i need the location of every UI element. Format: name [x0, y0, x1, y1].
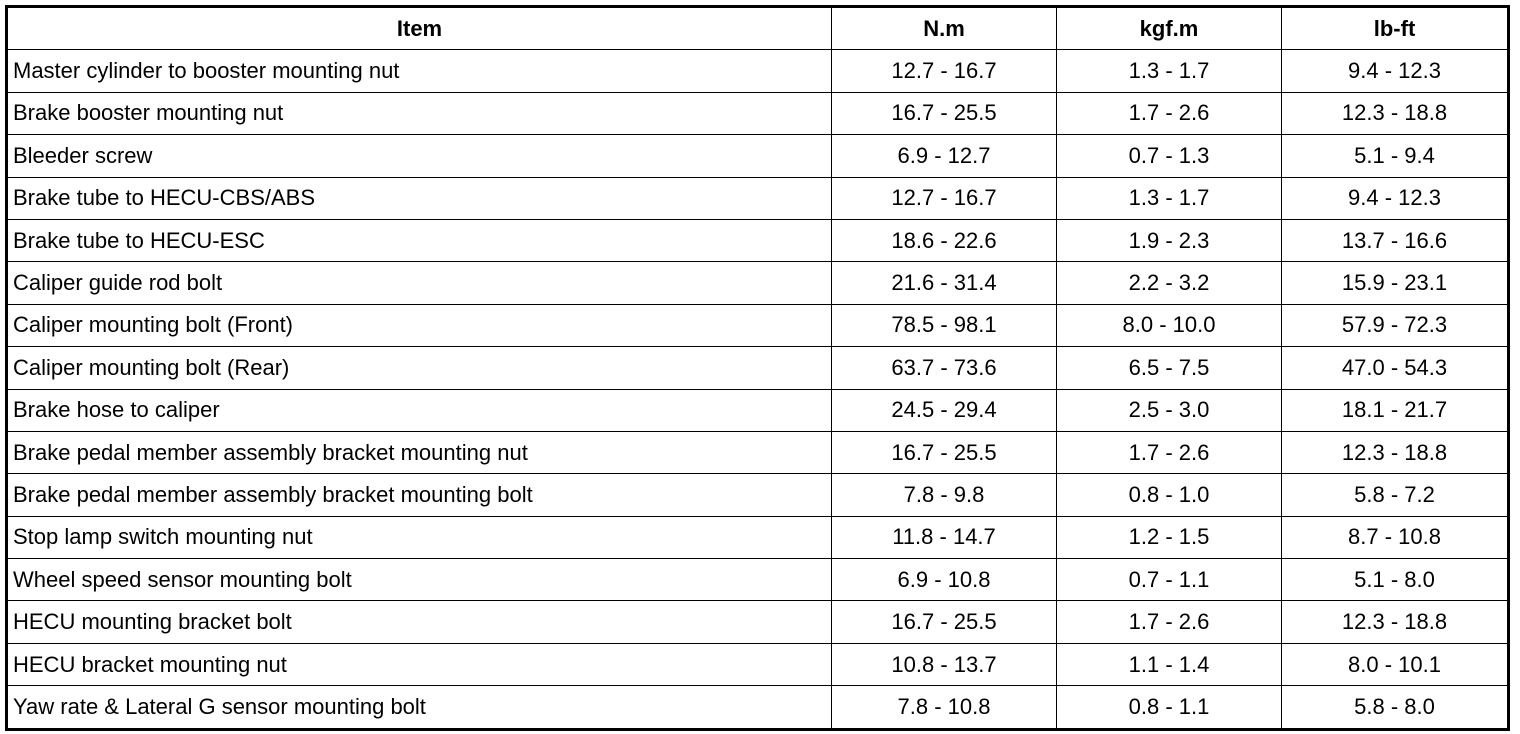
table-row	[7, 304, 1509, 346]
lbft-cell: 12.3 - 18.8	[1282, 601, 1509, 643]
item-cell: Brake pedal member assembly bracket mounting nut	[7, 431, 832, 473]
kgfm-cell: 1.7 - 2.6	[1057, 431, 1282, 473]
kgfm-cell: 1.9 - 2.3	[1057, 219, 1282, 261]
kgfm-cell: 2.2 - 3.2	[1057, 262, 1282, 304]
lbft-cell: 12.3 - 18.8	[1282, 431, 1509, 473]
column-header-kgfm: kgf.m	[1057, 7, 1282, 50]
item-cell: Yaw rate & Lateral G sensor mounting bolt	[7, 686, 832, 729]
lbft-cell: 18.1 - 21.7	[1282, 389, 1509, 431]
lbft-cell: 57.9 - 72.3	[1282, 304, 1509, 346]
kgfm-cell: 0.8 - 1.0	[1057, 474, 1282, 516]
nm-cell: 63.7 - 73.6	[832, 347, 1057, 389]
table-row	[7, 219, 1509, 261]
item-cell: HECU bracket mounting nut	[7, 643, 832, 685]
table-row	[7, 559, 1509, 601]
nm-cell: 12.7 - 16.7	[832, 177, 1057, 219]
column-header-lbft: lb-ft	[1282, 7, 1509, 50]
column-header-nm: N.m	[832, 7, 1057, 50]
nm-cell: 11.8 - 14.7	[832, 516, 1057, 558]
kgfm-cell: 1.3 - 1.7	[1057, 177, 1282, 219]
table-row	[7, 643, 1509, 685]
item-cell: HECU mounting bracket bolt	[7, 601, 832, 643]
kgfm-cell: 1.7 - 2.6	[1057, 601, 1282, 643]
torque-spec-table	[5, 5, 1510, 731]
kgfm-cell: 2.5 - 3.0	[1057, 389, 1282, 431]
nm-cell: 21.6 - 31.4	[832, 262, 1057, 304]
table-row	[7, 262, 1509, 304]
item-cell: Wheel speed sensor mounting bolt	[7, 559, 832, 601]
lbft-cell: 12.3 - 18.8	[1282, 92, 1509, 134]
lbft-cell: 8.7 - 10.8	[1282, 516, 1509, 558]
table-row	[7, 135, 1509, 177]
item-cell: Brake hose to caliper	[7, 389, 832, 431]
table-row	[7, 431, 1509, 473]
nm-cell: 6.9 - 10.8	[832, 559, 1057, 601]
lbft-cell: 5.1 - 8.0	[1282, 559, 1509, 601]
table-row	[7, 347, 1509, 389]
table-row	[7, 177, 1509, 219]
item-cell: Brake booster mounting nut	[7, 92, 832, 134]
lbft-cell: 9.4 - 12.3	[1282, 50, 1509, 92]
lbft-cell: 5.1 - 9.4	[1282, 135, 1509, 177]
item-cell: Bleeder screw	[7, 135, 832, 177]
kgfm-cell: 8.0 - 10.0	[1057, 304, 1282, 346]
kgfm-cell: 0.7 - 1.1	[1057, 559, 1282, 601]
item-cell: Brake tube to HECU-CBS/ABS	[7, 177, 832, 219]
nm-cell: 10.8 - 13.7	[832, 643, 1057, 685]
lbft-cell: 5.8 - 8.0	[1282, 686, 1509, 729]
item-cell: Stop lamp switch mounting nut	[7, 516, 832, 558]
nm-cell: 12.7 - 16.7	[832, 50, 1057, 92]
column-header-item: Item	[7, 7, 832, 50]
table-row	[7, 601, 1509, 643]
kgfm-cell: 1.1 - 1.4	[1057, 643, 1282, 685]
kgfm-cell: 6.5 - 7.5	[1057, 347, 1282, 389]
table-row	[7, 516, 1509, 558]
nm-cell: 6.9 - 12.7	[832, 135, 1057, 177]
nm-cell: 7.8 - 10.8	[832, 686, 1057, 729]
nm-cell: 24.5 - 29.4	[832, 389, 1057, 431]
nm-cell: 16.7 - 25.5	[832, 431, 1057, 473]
kgfm-cell: 0.8 - 1.1	[1057, 686, 1282, 729]
item-cell: Caliper mounting bolt (Front)	[7, 304, 832, 346]
kgfm-cell: 1.2 - 1.5	[1057, 516, 1282, 558]
nm-cell: 7.8 - 9.8	[832, 474, 1057, 516]
item-cell: Caliper guide rod bolt	[7, 262, 832, 304]
table-row	[7, 474, 1509, 516]
table-row	[7, 50, 1509, 92]
nm-cell: 16.7 - 25.5	[832, 92, 1057, 134]
lbft-cell: 13.7 - 16.6	[1282, 219, 1509, 261]
item-cell: Brake pedal member assembly bracket mounting bolt	[7, 474, 832, 516]
nm-cell: 78.5 - 98.1	[832, 304, 1057, 346]
item-cell: Caliper mounting bolt (Rear)	[7, 347, 832, 389]
header-row	[7, 7, 1509, 50]
kgfm-cell: 1.3 - 1.7	[1057, 50, 1282, 92]
table-row	[7, 92, 1509, 134]
table-row	[7, 389, 1509, 431]
kgfm-cell: 0.7 - 1.3	[1057, 135, 1282, 177]
table-row	[7, 686, 1509, 729]
kgfm-cell: 1.7 - 2.6	[1057, 92, 1282, 134]
lbft-cell: 8.0 - 10.1	[1282, 643, 1509, 685]
item-cell: Brake tube to HECU-ESC	[7, 219, 832, 261]
lbft-cell: 9.4 - 12.3	[1282, 177, 1509, 219]
lbft-cell: 5.8 - 7.2	[1282, 474, 1509, 516]
nm-cell: 18.6 - 22.6	[832, 219, 1057, 261]
item-cell: Master cylinder to booster mounting nut	[7, 50, 832, 92]
lbft-cell: 47.0 - 54.3	[1282, 347, 1509, 389]
lbft-cell: 15.9 - 23.1	[1282, 262, 1509, 304]
nm-cell: 16.7 - 25.5	[832, 601, 1057, 643]
